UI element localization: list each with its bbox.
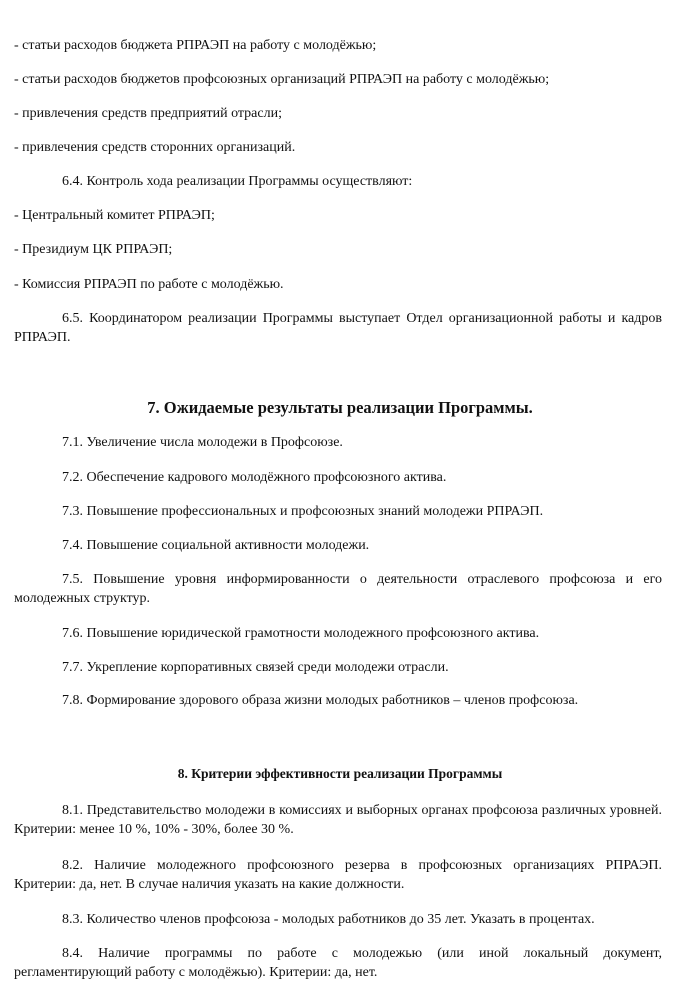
section-8-item: 8.3. Количество членов профсоюза - молодых работников до 35 лет. Указать в процентах.: [62, 912, 595, 927]
section-7-item: 7.7. Укрепление корпоративных связей среди молодежи отрасли.: [62, 660, 449, 675]
paragraph-6-5: 6.5. Координатором реализации Программы выступает Отдел организационной работы и кадров РПРАЭП.: [14, 311, 662, 345]
section-7-item: 7.5. Повышение уровня информированности о деятельности отраслевого профсоюза и его молодежных структур.: [14, 572, 662, 606]
section-8-item: 8.4. Наличие программы по работе с молодежью (или иной локальный документ, регламентирующий работу с молодёжью). Критерии: да, нет.: [14, 946, 662, 980]
section-8-item: 8.2. Наличие молодежного профсоюзного резерва в профсоюзных организациях РПРАЭП. Критерии: да, нет. В случае наличия указать на какие должности.: [14, 858, 662, 892]
section-7-item: 7.2. Обеспечение кадрового молодёжного профсоюзного актива.: [62, 470, 447, 485]
controller-item: - Президиум ЦК РПРАЭП;: [14, 242, 173, 257]
budget-source-item: - статьи расходов бюджета РПРАЭП на работу с молодёжью;: [14, 38, 377, 53]
section-7-item: 7.1. Увеличение числа молодежи в Профсоюзе.: [62, 435, 343, 450]
controller-item: - Центральный комитет РПРАЭП;: [14, 208, 215, 223]
section-7-item: 7.6. Повышение юридической грамотности молодежного профсоюзного актива.: [62, 626, 540, 641]
controller-item: - Комиссия РПРАЭП по работе с молодёжью.: [14, 277, 284, 292]
budget-source-item: - привлечения средств сторонних организаций.: [14, 140, 296, 155]
section-7-item: 7.4. Повышение социальной активности молодежи.: [62, 538, 370, 553]
section-7-heading: 7. Ожидаемые результаты реализации Программы.: [147, 398, 533, 417]
paragraph-6-4: 6.4. Контроль хода реализации Программы осуществляют:: [62, 174, 413, 189]
budget-source-item: - привлечения средств предприятий отрасли;: [14, 106, 282, 121]
budget-source-item: - статьи расходов бюджетов профсоюзных организаций РПРАЭП на работу с молодёжью;: [14, 72, 550, 87]
section-8-item: 8.1. Представительство молодежи в комиссиях и выборных органах профсоюза различных уровней. Критерии: менее 10 %, 10% - 30%, более 30 %.: [14, 803, 662, 837]
section-8-heading: 8. Критерии эффективности реализации Программы: [177, 766, 503, 781]
section-7-item: 7.8. Формирование здорового образа жизни молодых работников – членов профсоюза.: [62, 693, 579, 708]
section-7-item: 7.3. Повышение профессиональных и профсоюзных знаний молодежи РПРАЭП.: [62, 504, 544, 519]
